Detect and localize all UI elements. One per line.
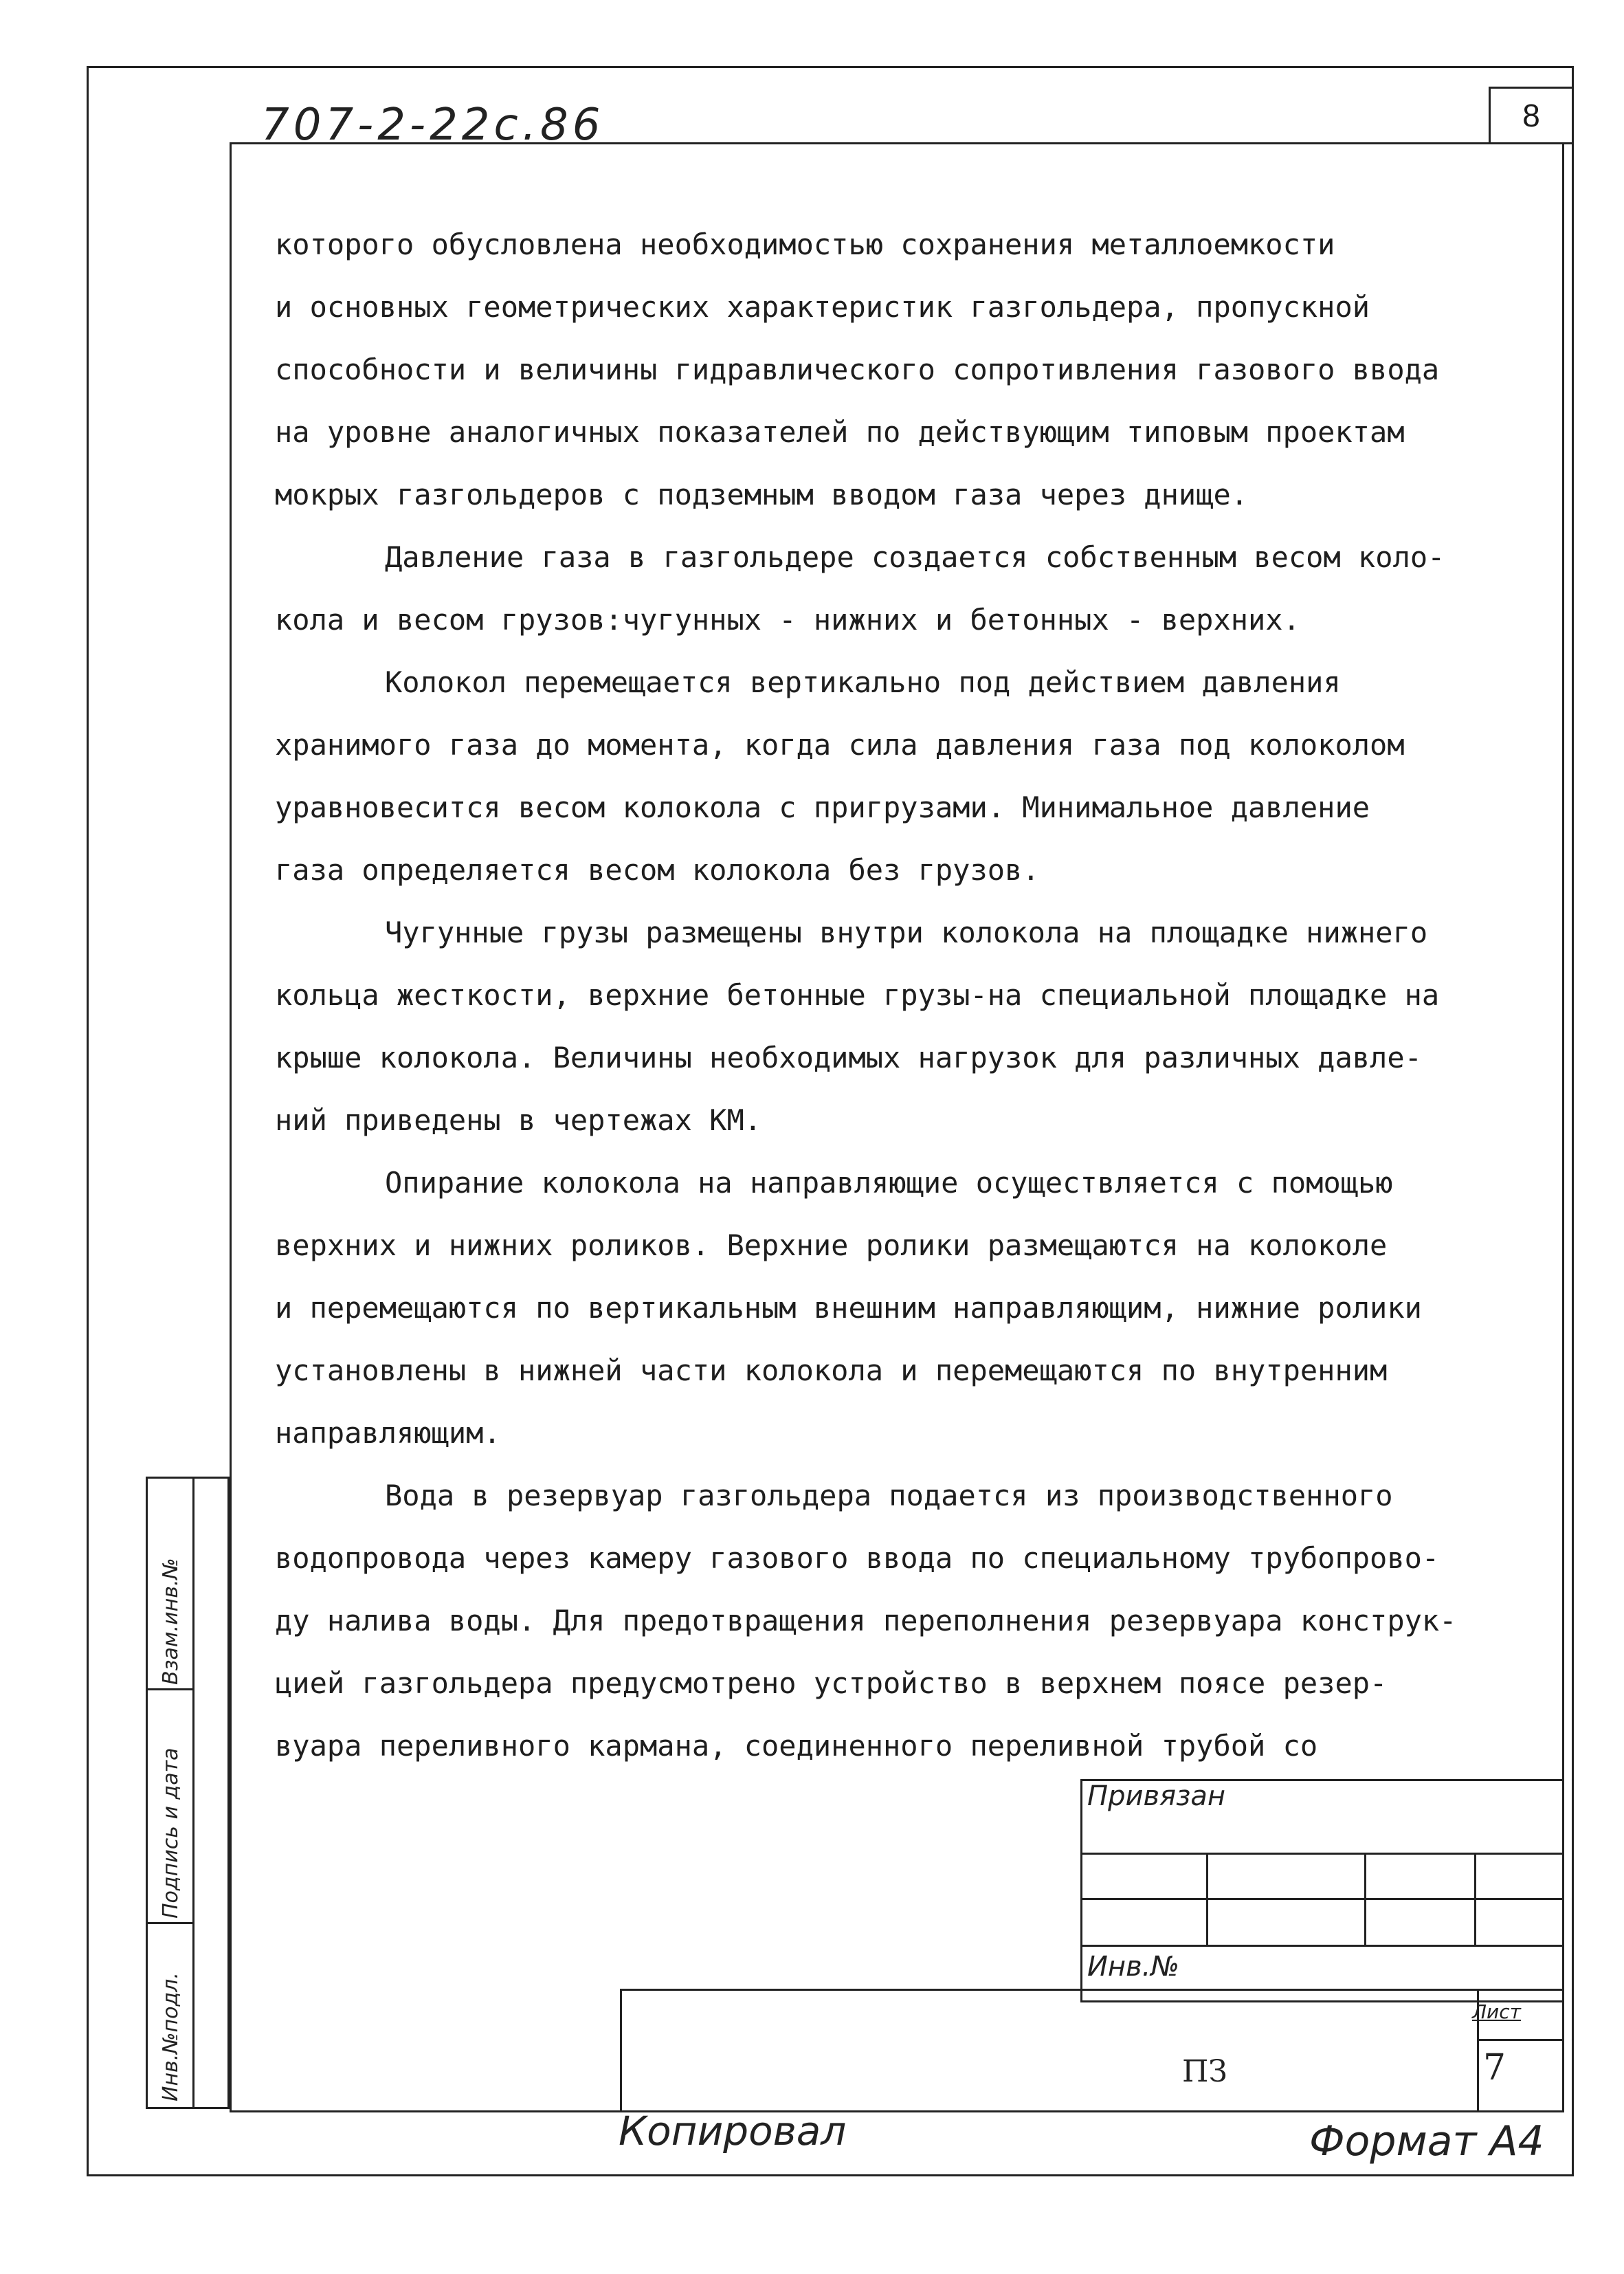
text-line: и основных геометрических характеристик газгольдера, пропускной bbox=[275, 290, 1370, 324]
format-label: Формат А4 bbox=[1309, 2117, 1544, 2165]
copied-by-label: Копировал bbox=[619, 2108, 847, 2154]
text-line: верхних и нижних роликов. Верхние ролики размещаются на колоколе bbox=[275, 1228, 1388, 1262]
inv-orig-label: Инв.№подл. bbox=[159, 1972, 183, 2101]
sign-date-label: Подпись и дата bbox=[159, 1747, 183, 1919]
binding-label: Привязан bbox=[1087, 1780, 1226, 1812]
text-line: Колокол перемещается вертикально под действием давления bbox=[385, 665, 1341, 699]
text-line: цией газгольдера предусмотрено устройство в верхнем поясе резер- bbox=[275, 1666, 1388, 1700]
sheet-number: 7 bbox=[1483, 2047, 1506, 2088]
replace-inv-label: Взам.инв.№ bbox=[159, 1558, 183, 1685]
body-text bbox=[275, 213, 1526, 1777]
text-line: способности и величины гидравлического сопротивления газового ввода bbox=[275, 353, 1440, 386]
text-line: направляющим. bbox=[275, 1416, 501, 1450]
text-line: водопровода через камеру газового ввода по специальному трубопрово- bbox=[275, 1541, 1440, 1575]
document-code: 707-2-22с.86 bbox=[261, 100, 605, 151]
text-line: ду налива воды. Для предотвращения переполнения резервуара конструк- bbox=[275, 1604, 1457, 1637]
text-line: установлены в нижней части колокола и перемещаются по внутренним bbox=[275, 1354, 1388, 1387]
text-line: Опирание колокола на направляющие осуществляется с помощью bbox=[385, 1166, 1393, 1200]
text-line: Чугунные грузы размещены внутри колокола на площадке нижнего bbox=[385, 916, 1428, 949]
text-line: крыше колокола. Величины необходимых нагрузок для различных давле- bbox=[275, 1041, 1422, 1074]
inv-number-label: Инв.№ bbox=[1087, 1951, 1179, 1983]
side-stamp bbox=[146, 1477, 230, 2109]
text-line: ний приведены в чертежах КМ. bbox=[275, 1103, 762, 1137]
text-line: кола и весом грузов:чугунных - нижних и бетонных - верхних. bbox=[275, 603, 1300, 637]
text-line: вуара переливного кармана, соединенного переливной трубой со bbox=[275, 1729, 1318, 1763]
text-line: и перемещаются по вертикальным внешним направляющим, нижние ролики bbox=[275, 1291, 1422, 1325]
text-line: кольца жесткости, верхние бетонные грузы-на специальной площадке на bbox=[275, 978, 1440, 1012]
text-line: которого обусловлена необходимостью сохранения металлоемкости bbox=[275, 228, 1335, 261]
text-line: на уровне аналогичных показателей по действующим типовым проектам bbox=[275, 415, 1405, 449]
text-line: газа определяется весом колокола без грузов. bbox=[275, 853, 1040, 887]
page-number: 8 bbox=[1489, 87, 1574, 144]
text-line: Давление газа в газгольдере создается собственным весом коло- bbox=[385, 540, 1445, 574]
text-line: мокрых газгольдеров с подземным вводом газа через днище. bbox=[275, 478, 1249, 511]
text-line: Вода в резервуар газгольдера подается из производственного bbox=[385, 1479, 1393, 1512]
document-type: ПЗ bbox=[1182, 2054, 1227, 2089]
title-block bbox=[620, 1989, 1564, 2112]
text-line: хранимого газа до момента, когда сила давления газа под колоколом bbox=[275, 728, 1405, 762]
text-line: уравновесится весом колокола с пригрузами. Минимальное давление bbox=[275, 791, 1370, 824]
sheet-label: Лист bbox=[1472, 2000, 1521, 2023]
